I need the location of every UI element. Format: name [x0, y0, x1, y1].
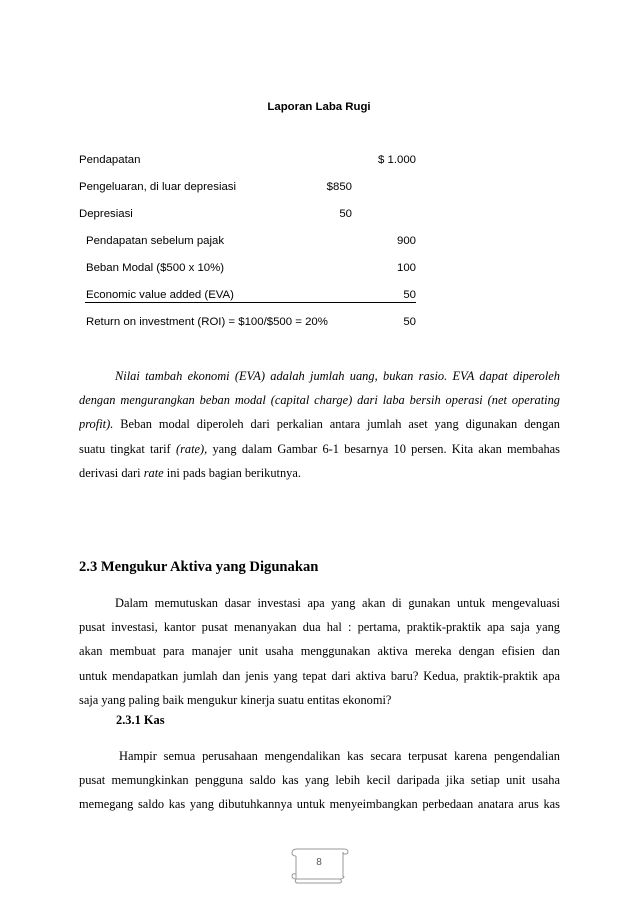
- eva-paragraph: [79, 364, 560, 485]
- row-label-pretax-income: Pendapatan sebelum pajak: [86, 235, 225, 247]
- section-heading: 2.3 Mengukur Aktiva yang Digunakan: [79, 559, 319, 575]
- row-value-pretax-income: 900: [396, 235, 416, 247]
- row-label-capital-charge: Beban Modal ($500 x 10%): [86, 262, 225, 274]
- row-value-depreciation: 50: [339, 208, 352, 220]
- row-value-revenue: $ 1.000: [377, 154, 416, 166]
- subsection-heading: 2.3.1 Kas: [116, 713, 165, 727]
- row-label-revenue: Pendapatan: [79, 154, 141, 166]
- paragraph-line: memegang saldo kas yang dibutuhkannya untuk menyeimbangkan perbedaan anatara arus kas: [79, 797, 560, 812]
- row-value-expenses: $850: [326, 181, 352, 193]
- paragraph-line: derivasi dari rate ini pads bagian berikutnya.: [79, 465, 301, 480]
- paragraph-line: pusat memungkinkan pengguna saldo kas yang lebih kecil daripada jika setiap unit usaha: [79, 773, 560, 788]
- row-value-capital-charge: 100: [396, 262, 416, 274]
- paragraph-line: Hampir semua perusahaan mengendalikan kas secara terpusat karena pengendalian: [119, 749, 560, 763]
- row-label-depreciation: Depresiasi: [79, 208, 133, 220]
- paragraph-line: saja yang paling baik mengukur kinerja suatu entitas ekonomi?: [79, 692, 392, 707]
- paragraph-line: suatu tingkat tarif (rate), yang dalam Gambar 6-1 besarnya 10 persen. Kita akan membahas: [79, 441, 560, 456]
- row-label-expenses: Pengeluaran, di luar depresiasi: [79, 181, 237, 193]
- subsection-paragraph: [79, 744, 560, 817]
- paragraph-line: pusat investasi, kantor pusat menanyakan dua hal : pertama, praktik-praktik apa saja yang: [79, 620, 560, 635]
- row-value-eva: 50: [403, 289, 416, 301]
- row-value-roi: 50: [403, 316, 416, 328]
- paragraph-line: dengan mengurangkan beban modal (capital charge) dari laba bersih operasi (net operating: [79, 393, 560, 408]
- paragraph-line: akan membuat para manajer unit usaha menggunakan aktiva mereka dengan efisien dan: [79, 644, 560, 659]
- row-label-eva: Economic value added (EVA): [86, 289, 234, 301]
- paragraph-line: Nilai tambah ekonomi (EVA) adalah jumlah uang, bukan rasio. EVA dapat diperoleh: [115, 369, 560, 383]
- table-title: Laporan Laba Rugi: [267, 101, 371, 113]
- page-number: 8: [316, 857, 322, 868]
- paragraph-line: Dalam memutuskan dasar investasi apa yang akan di gunakan untuk mengevaluasi: [115, 596, 560, 610]
- paragraph-line: profit). Beban modal diperoleh dari perkalian antara jumlah aset yang digunakan dengan: [79, 417, 560, 432]
- paragraph-line: untuk mendapatkan jumlah dan jenis yang tepat dari aktiva baru? Kedua, praktik-praktik apa: [79, 668, 560, 683]
- row-label-roi: Return on investment (ROI) = $100/$500 = 20%: [86, 316, 328, 328]
- section-paragraph: [79, 591, 560, 712]
